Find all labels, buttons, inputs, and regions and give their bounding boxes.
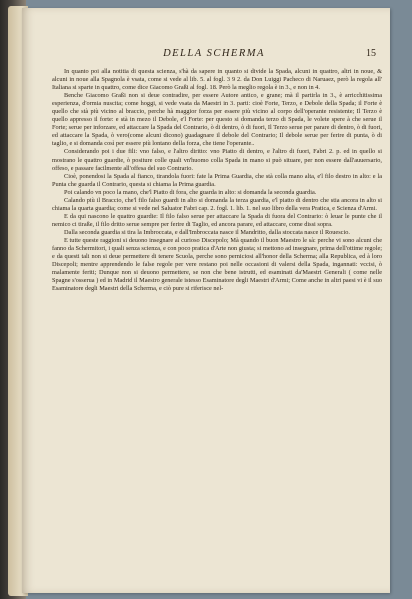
paragraph: E tutte queste raggioni si deuono insegnare al curioso Discepolo; Mà quando il buon Maestro le sà: perche vi sono alcuni che fanno da Schermitori, i quali senza scienza, e con poco pratica d'Arte non giusta; si mettono ad insegnare, prima dell'ottime regole; e da questi tali non si deue permettere di tenere Scuola, perche sono perniciosi all'honor della Scherma; alla Republica, ed à loro Discepoli; mentre apprendendo le false regole per vere restano poi nelle occasioni di valersi della Spada, ingannati: vccisi, ò malamente feriti; Dunque non si deuono permettere, se non che bene istrutti, ed esaminati da'Maestri Generali ( come nelle Spagne s'osserua ) ed in Madrid il Maestro generale istesso Esaminatore degli Maestri d'Armi; Come anche in altri paesi vi è il suo Esaminatore degli Maestri della Scherma, e ciò pure si riferisce nel- bbox=[52, 236, 382, 293]
paragraph: In quanto poi alla notitia di questa scienza, s'hà da sapere in quanto si divide la Spada, alcuni in quattro, altri in noue, & alcuni in noue alla Spagnola è vsata, come si vede al lib. 5. al fogl. 3 9 2. da Don Luiggi Pacheco di Naruaez, però la regola all' Italiana si sparte in quattro, come dice Giacomo Graßi al fogl. 18. Però la meglio regola è in 3., e non in 4. bbox=[52, 68, 382, 92]
paragraph: Considerando poi i due fili: vno falso, e l'altro diritto: vno Piatto di dentro, e l'altro di fuori, Fabri 2. p. ed in quello si mostrano le quattro guardie, ò positure colle quali vn'huomo colla Spada in mano si può situare, per non essere dall'auuersario, offeso, e passare facilmente all'offesa del suo Contrario. bbox=[52, 148, 382, 172]
book-page bbox=[22, 8, 390, 593]
paragraph: Cioè, ponendosi la Spada al fianco, tirandola fuori: fate la Prima Guardia, che stà colla mano alta, e'l filo destro in alto: e la Punta che guarda il Contrario, questa si chiama la Prima guardia. bbox=[52, 172, 382, 188]
paragraph: Calando più il Braccio, che'l filo falso guardi in alto si domanda la terza guardia, e'l piatto di dentro che stia ancora in alto si chiama la quarta guardia; come si vede nel Saluator Fabri cap. 2. fogl. 1. lib. 1. nel suo libro della vera Pratica, e Scienza d'Armi. bbox=[52, 196, 382, 212]
body-text bbox=[52, 68, 382, 293]
running-title: DELLA SCHERMA bbox=[163, 48, 265, 59]
paragraph: E da qui nascono le quattro guardie: Il filo falso serue per attaccare la Spada di fuora del Contrario: ò leuar le punte che il nemico ci tiraße, il filo dritto serue sempre per ferire di Taglio, ed ancora parare, ed attaccare, come dissi sopra. bbox=[52, 212, 382, 228]
paragraph: Benche Giacomo Graßi non si deue contradire, per essere Autore antico, e grane; mà il partirla in 3., è arricchitissima esperienza, d'ormia nuscita; come hoggi, si vede vsata da Maestri in 3. parti: cioè Forte, Terzo, e Debole della Spada; il Forte è quello che stà più vicino al braccio, perche hà maggior forza per essere più vicino al corpo dell'operante resistente; Il Terzo è quello appresso il forte: e stà in mezo il Debole, e'l Forte: per questo si domanda terzo di Spada, le volete spere à che serue il Forte; serue per inforzare, ed attaccare la Spada del Contrario, ò di dentro, ò di fuori, Il Terzo serue per parare di dentro, ò di fuori, ed attaccare la Spada, ò vero(come alcuni dicono) guadagnare il debole del Contrario; Il debole serue per ferire di punta, ò di taglio, e si domanda così per essere più lontano della forza, che tiene l'operante.. bbox=[52, 92, 382, 148]
paragraph: Poi calando vn poco la mano, che'l Piatto di fora, che guarda in alto: si domanda la seconda guardia. bbox=[64, 188, 317, 196]
paragraph: Dalla seconda guardia si tira la Imbroccata, e dall'Imbroccata nasce il Mandritto, dalla stoccata nasce il Rouescio. bbox=[64, 228, 350, 236]
page-number: 15 bbox=[366, 48, 376, 59]
page-header bbox=[52, 48, 376, 64]
